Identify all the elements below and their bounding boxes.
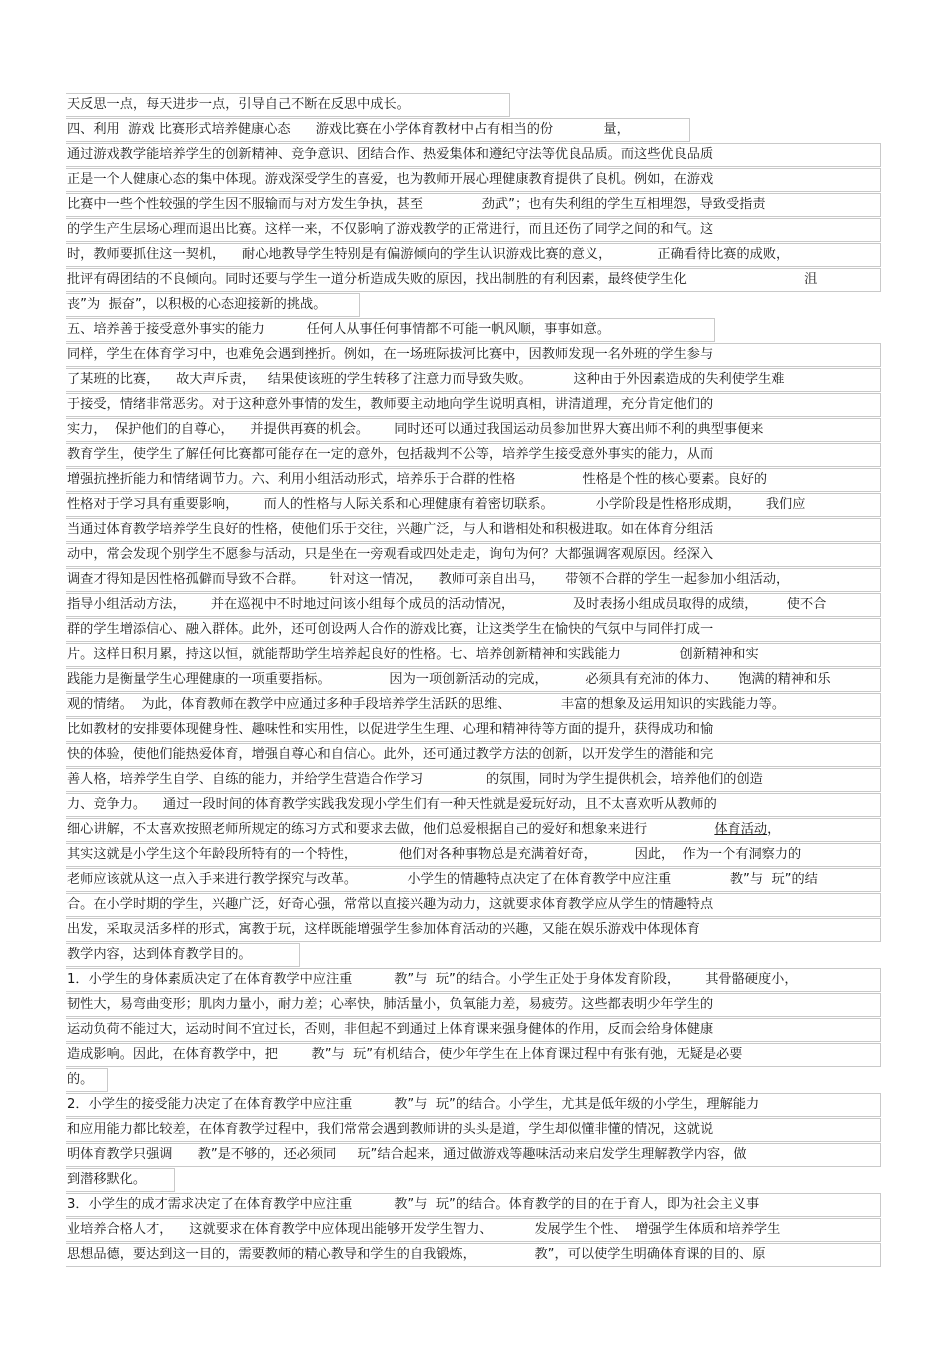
text-line: 思想品德，要达到这一目的，需要教师的精心教导和学生的自我锻炼， 教”，可以使学生明确体育课的目的、原 (66, 1243, 881, 1267)
text-line: 五、培养善于接受意外事实的能力 任何人从事任何事情都不可能一帆风顺，事事如意。 (66, 318, 715, 342)
text-line: 观的情绪。 为此，体育教师在教学中应通过多种手段培养学生活跃的思维、 丰富的想象及运用知识的实践能力等。 (66, 693, 881, 717)
text-line: 合。在小学时期的学生，兴趣广泛，好奇心强，常常以直接兴趣为动力，这就要求体育教学应从学生的情趣特点 (66, 893, 881, 917)
text-line: 业培养合格人才， 这就要求在体育教学中应体现出能够开发学生智力、 发展学生个性、 增强学生体质和培养学生 (66, 1218, 881, 1242)
text-line: 通过游戏教学能培养学生的创新精神、竞争意识、团结合作、热爱集体和遵纪守法等优良品质。而这些优良品质 (66, 143, 881, 167)
text-line: 教学内容，达到体育教学目的。 (66, 943, 300, 967)
text-line: 快的体验，使他们能热爱体育，增强自尊心和自信心。此外，还可通过教学方法的创新，以开发学生的潜能和完 (66, 743, 881, 767)
text-line: 指导小组活动方法， 并在巡视中不时地过问该小组每个成员的活动情况， 及时表扬小组成员取得的成绩， 使不合 (66, 593, 881, 617)
text-line: 比如教材的安排要体现健身性、趣味性和实用性，以促进学生生理、心理和精神待等方面的提升，获得成功和愉 (66, 718, 881, 742)
text-line: 四、利用 游戏 比赛形式培养健康心态 游戏比赛在小学体育教材中占有相当的份 量， (66, 118, 690, 142)
text-line: 同样，学生在体育学习中，也难免会遇到挫折。例如，在一场班际拔河比赛中，因教师发现一名外班的学生参与 (66, 343, 881, 367)
text-line: 实力， 保护他们的自尊心， 并提供再赛的机会。 同时还可以通过我国运动员参加世界大赛出师不利的典型事便来 (66, 418, 881, 442)
text-line: 天反思一点，每天进步一点，引导自己不断在反思中成长。 (66, 93, 510, 117)
text-line: 的。 (66, 1068, 108, 1092)
text-line: 于接受，情绪非常恶劣。对于这种意外事情的发生，教师要主动地向学生说明真相，讲清道理，充分肯定他们的 (66, 393, 881, 417)
text-line: 性格对于学习具有重要影响， 而人的性格与人际关系和心理健康有着密切联系。 小学阶段是性格形成期， 我们应 (66, 493, 881, 517)
text-line: 批评有碍团结的不良倾向。同时还要与学生一道分析造成失败的原因，找出制胜的有利因素，最终使学生化 沮 (66, 268, 881, 292)
text-line: 老师应该就从这一点入手来进行教学探究与改革。 小学生的情趣特点决定了在体育教学中应注重 教”与 玩”的结 (66, 868, 881, 892)
text-line: 时，教师要抓住这一契机， 耐心地教导学生特别是有偏游倾向的学生认识游戏比赛的意义， 正确看待比赛的成败， (66, 243, 881, 267)
text-line: 细心讲解，不太喜欢按照老师所规定的练习方式和要求去做，他们总爱根据自己的爱好和想象来进行 体育活动， (66, 818, 881, 842)
trailing-comma: ， (767, 822, 781, 837)
text-line: 2．小学生的接受能力决定了在体育教学中应注重 教”与 玩”的结合。小学生，尤其是低年级的小学生，理解能力 (66, 1093, 881, 1117)
text-line: 片。这样日积月累，持这以恒，就能帮助学生培养起良好的性格。七、培养创新精神和实践能力 创新精神和实 (66, 643, 881, 667)
text-line: 和应用能力都比较差，在体育教学过程中，我们常常会遇到教师讲的头头是道，学生却似懂非懂的情况，这就说 (66, 1118, 881, 1142)
text-line: 造成影响。因此，在体育教学中，把 教”与 玩”有机结合，使少年学生在上体育课过程中有张有弛，无疑是必要 (66, 1043, 881, 1067)
text-line: 当通过体育教学培养学生良好的性格，使他们乐于交往，兴趣广泛，与人和谐相处和积极进取。如在体育分组活 (66, 518, 881, 542)
text-line: 了某班的比赛， 故大声斥责， 结果使该班的学生转移了注意力而导致失败。 这种由于外因素造成的失利使学生难 (66, 368, 881, 392)
text-line: 善人格，培养学生自学、自练的能力，并给学生营造合作学习 的氛围，同时为学生提供机会，培养他们的创造 (66, 768, 881, 792)
text-line: 明体育教学只强调 教”是不够的，还必须同 玩”结合起来，通过做游戏等趣味活动来启发学生理解教学内容，做 (66, 1143, 881, 1167)
text-line: 调查才得知是因性格孤僻而导致不合群。 针对这一情况， 教师可亲自出马， 带领不合群的学生一起参加小组活动， (66, 568, 881, 592)
text-line: 其实这就是小学生这个年龄段所特有的一个特性， 他们对各种事物总是充满着好奇， 因此， 作为一个有洞察力的 (66, 843, 881, 867)
text-line: 3．小学生的成才需求决定了在体育教学中应注重 教”与 玩”的结合。体育教学的目的在于育人，即为社会主义事 (66, 1193, 881, 1217)
text-line: 践能力是衡量学生心理健康的一项重要指标。 因为一项创新活动的完成， 必须具有充沛的体力、 饱满的精神和乐 (66, 668, 881, 692)
text-line: 力、竞争力。 通过一段时间的体育教学实践我发现小学生们有一种天性就是爱玩好动，且不太喜欢听从教师的 (66, 793, 881, 817)
underlined-phrase: 体育活动 (714, 822, 768, 837)
text-line: 增强抗挫折能力和情绪调节力。六、利用小组活动形式，培养乐于合群的性格 性格是个性的核心要素。良好的 (66, 468, 881, 492)
text-line: 正是一个人健康心态的集中体现。游戏深受学生的喜爱，也为教师开展心理健康教育提供了良机。例如，在游戏 (66, 168, 881, 192)
text-line: 比赛中一些个性较强的学生因不服输而与对方发生争执，甚至 劲武”；也有失利组的学生互相埋怨，导致受指责 (66, 193, 881, 217)
text-line: 的学生产生层场心理而退出比赛。这样一来，不仅影响了游戏教学的正常进行，而且还伤了同学之间的和气。这 (66, 218, 881, 242)
text-line: 1．小学生的身体素质决定了在体育教学中应注重 教”与 玩”的结合。小学生正处于身体发育阶段， 其骨骼硬度小， (66, 968, 881, 992)
text-line: 动中，常会发现个别学生不愿参与活动，只是坐在一旁观看或四处走走，询句为何？大都强调客观原因。经深入 (66, 543, 881, 567)
text-line: 丧”为 振奋”，以积极的心态迎接新的挑战。 (66, 293, 360, 317)
text-line: 群的学生增添信心、融入群体。此外，还可创设两人合作的游戏比赛，让这类学生在愉快的气氛中与同伴打成一 (66, 618, 881, 642)
text-line: 出发，采取灵活多样的形式，寓教于玩，这样既能增强学生参加体育活动的兴趣，又能在娱乐游戏中体现体育 (66, 918, 881, 942)
text-line: 到潜移默化。 (66, 1168, 175, 1192)
text-line: 运动负荷不能过大，运动时间不宜过长，否则，非但起不到通过上体育课来强身健体的作用，反而会给身体健康 (66, 1018, 881, 1042)
text-line: 教育学生，使学生了解任何比赛都可能存在一定的意外，包括裁判不公等，培养学生接受意外事实的能力，从而 (66, 443, 881, 467)
text-line: 韧性大，易弯曲变形；肌肉力量小，耐力差；心率快，肺活量小，负氧能力差，易疲劳。这些都表明少年学生的 (66, 993, 881, 1017)
